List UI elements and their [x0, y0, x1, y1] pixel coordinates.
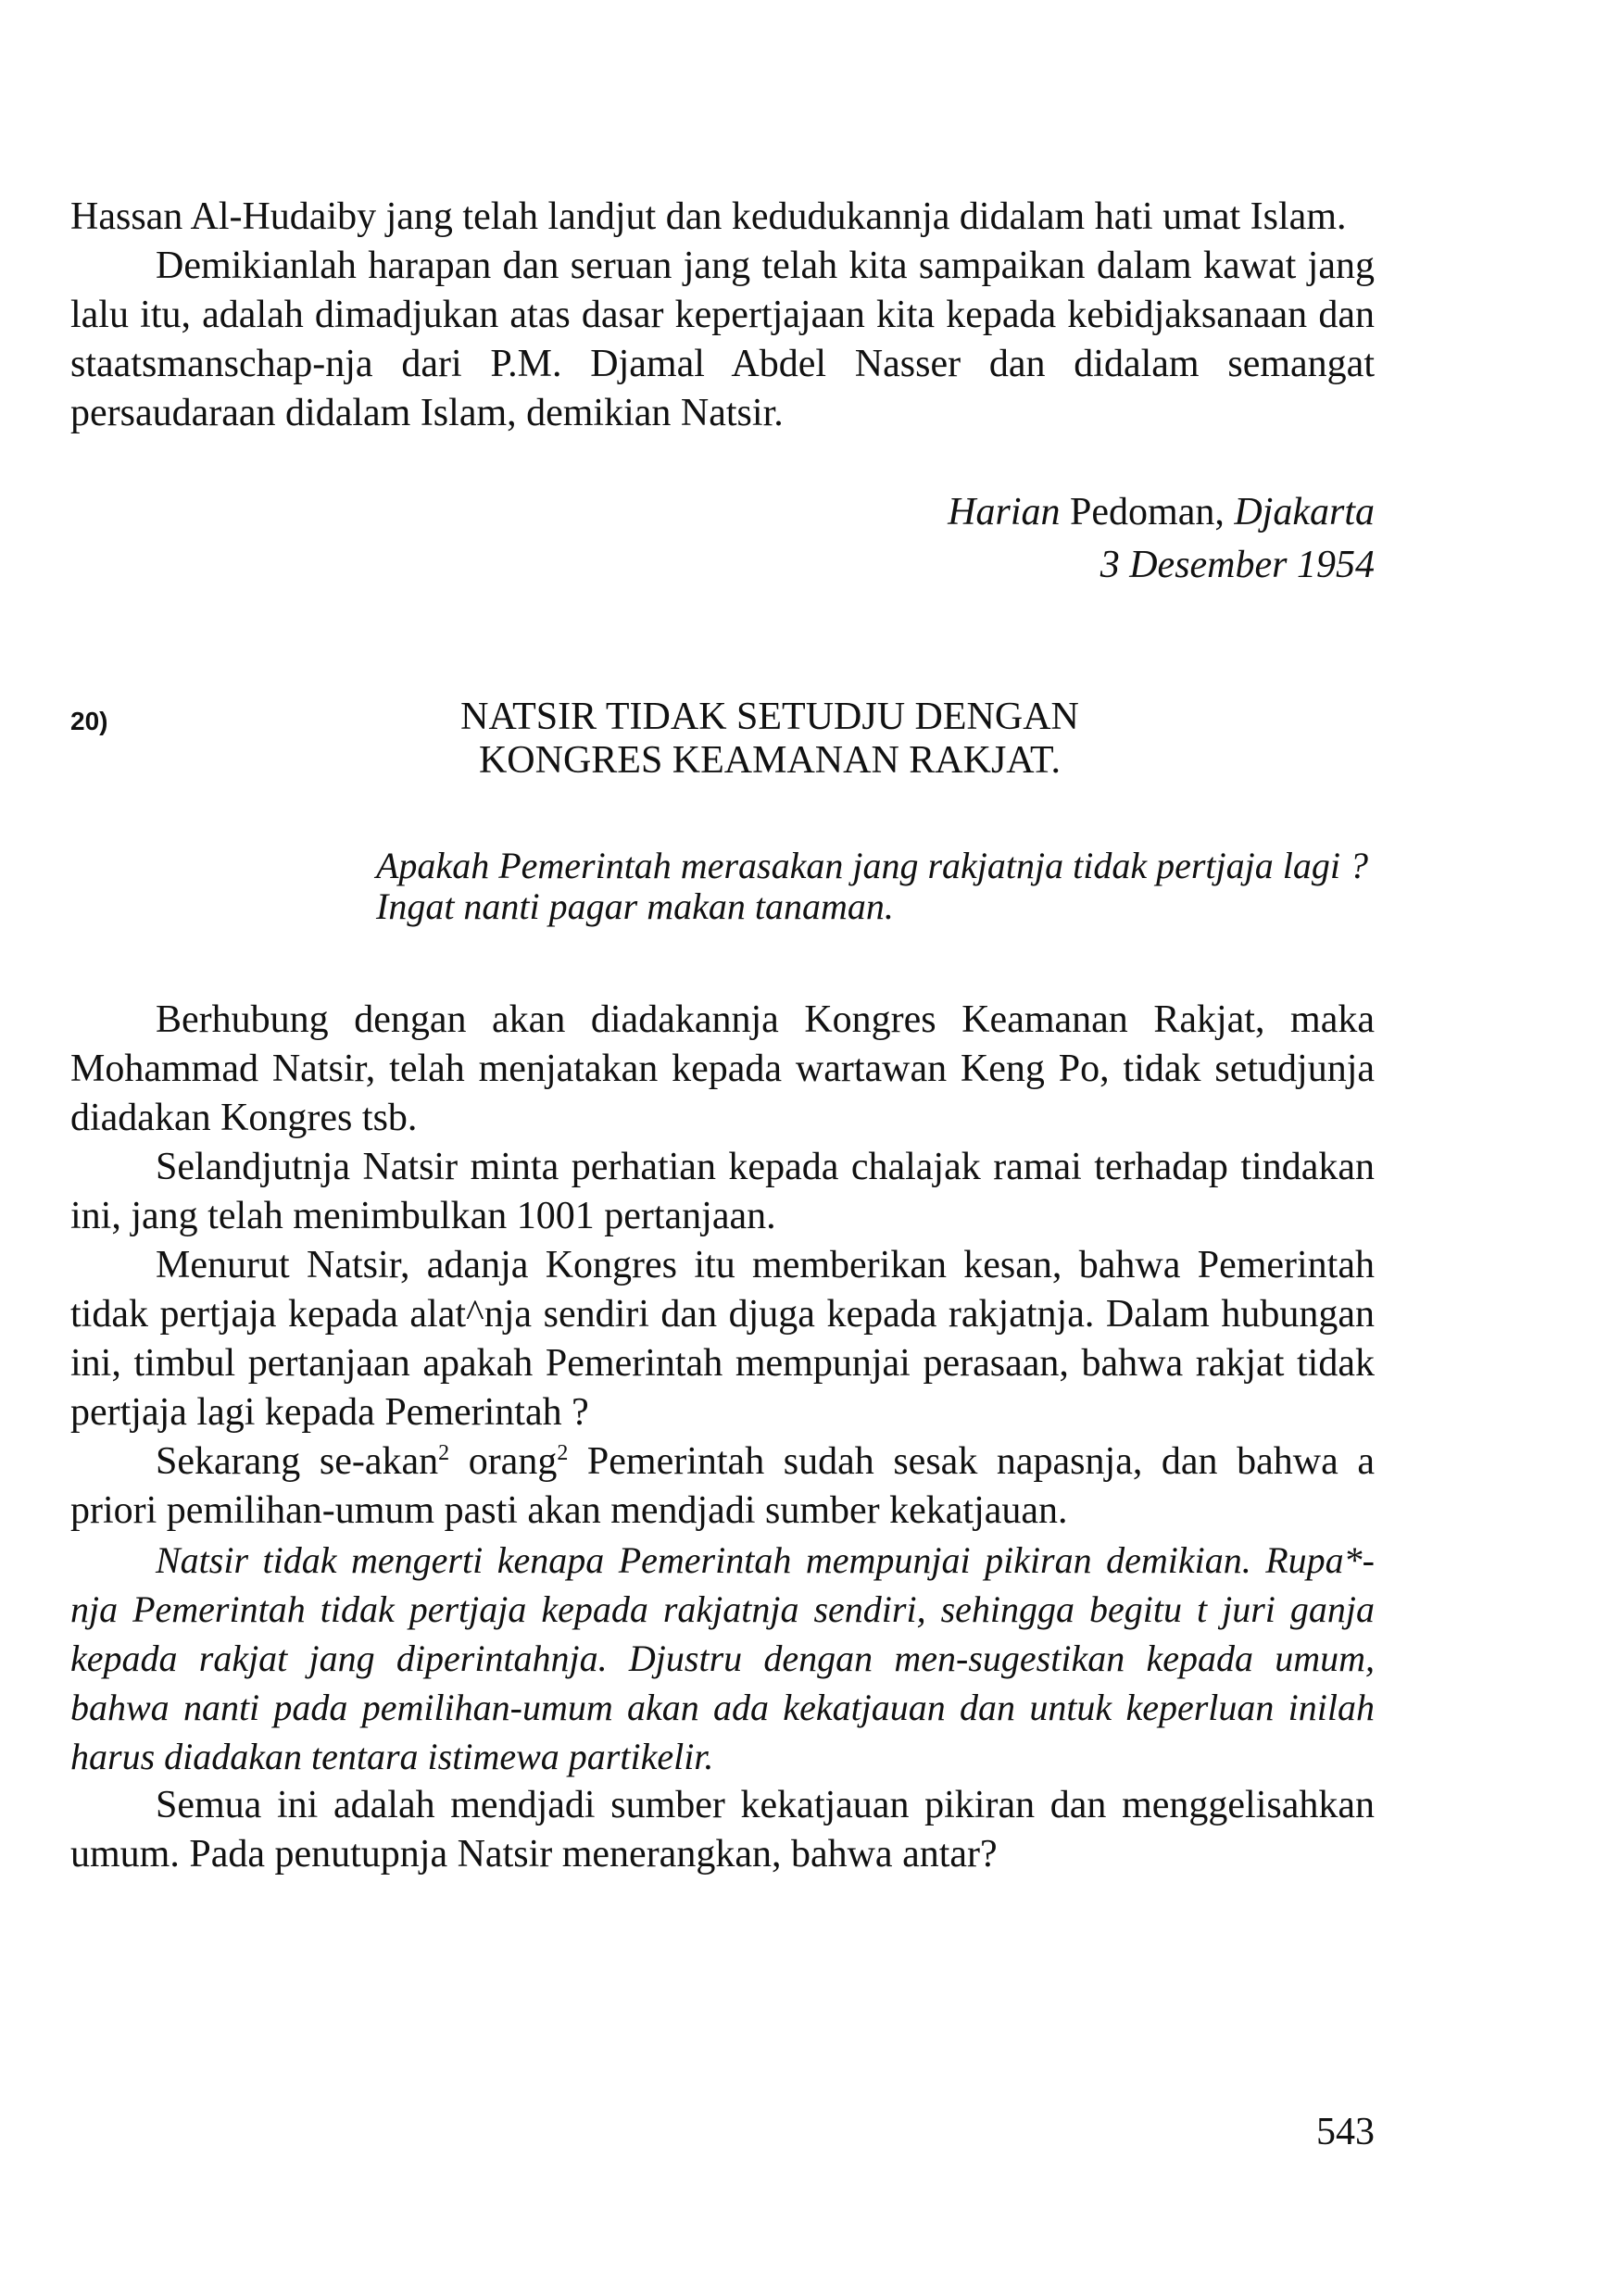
article-heading [70, 696, 1375, 807]
epigraph [376, 846, 1375, 927]
page-content [70, 193, 1375, 1879]
epigraph-line-2: Ingat nanti pagar makan tanaman. [376, 885, 894, 927]
article-number: 20) [70, 707, 108, 735]
body-paragraph-5-italic: Natsir tidak mengerti kenapa Pemerintah mempunjai pikiran demikian. Rupa*-nja Pemerintah tidak pertjaja kepada rakjatnja sendiri, sehingga begitu t juri ganja kepada rakjat jang diperintahnja. Djustru dengan men-sugestikan kepada umum, bahwa nanti pada pemilihan-umum akan ada kekatjauan dan untuk keperluan inilah harus diadakan tentara istimewa partikelir. [70, 1539, 1375, 1777]
paragraph-demikianlah: Demikianlah harapan dan seruan jang telah kita sampaikan dalam kawat jang lalu itu, adalah dimadjukan atas dasar kepertjajaan kita kepada kebidjaksanaan dan staatsmanschap-nja dari P.M. Djamal Abdel Nasser dan didalam semangat persaudaraan didalam Islam, demikian Natsir. [70, 245, 1375, 434]
body-paragraph-6: Semua ini adalah mendjadi sumber kekatjauan pikiran dan menggelisahkan umum. Pada penutupnja Natsir menerangkan, bahwa antar? [70, 1784, 1375, 1876]
body-p4-part-b: orang [449, 1440, 558, 1483]
body-p4-part-c: Pemerintah sudah sesak napasnja, dan bahwa a priori pemilihan-umum pasti akan mendjadi sumber kekatjauan. [70, 1440, 1375, 1532]
source-citation [70, 486, 1375, 592]
paragraph-continued: Hassan Al-Hudaiby jang telah landjut dan kedudukannja didalam hati umat Islam. [70, 195, 1347, 238]
body-paragraph-4 [70, 1437, 1375, 1536]
body-p4-part-a: Sekarang se-akan [156, 1440, 439, 1483]
article-title-line-1: NATSIR TIDAK SETUDJU DENGAN [460, 696, 1079, 738]
superscript-2b: 2 [557, 1441, 569, 1465]
article-title [404, 696, 1136, 783]
page-number: 543 [1316, 2111, 1375, 2153]
epigraph-line-1: Apakah Pemerintah merasakan jang rakjatnja tidak pertjaja lagi ? [376, 845, 1368, 886]
source-date: 3 Desember 1954 [1100, 544, 1375, 586]
superscript-2a: 2 [438, 1441, 450, 1465]
source-city: Djakarta [1234, 491, 1375, 533]
source-name: Pedoman, [1070, 491, 1225, 533]
body-paragraph-3: Menurut Natsir, adanja Kongres itu memberikan kesan, bahwa Pemerintah tidak pertjaja kepada alat^nja sendiri dan djuga kepada rakjatnja. Dalam hubungan ini, timbul pertanjaan apakah Pemerintah mempunjai perasaan, bahwa rakjat tidak pertjaja lagi kepada Pemerintah ? [70, 1244, 1375, 1434]
source-harian: Harian [948, 491, 1061, 533]
article-title-line-2: KONGRES KEAMANAN RAKJAT. [478, 739, 1062, 782]
body-paragraph-2: Selandjutnja Natsir minta perhatian kepada chalajak ramai terhadap tindakan ini, jang telah menimbulkan 1001 pertanjaan. [70, 1146, 1375, 1237]
body-paragraph-1: Berhubung dengan akan diadakannja Kongres Keamanan Rakjat, maka Mohammad Natsir, telah menjatakan kepada wartawan Keng Po, tidak setudjunja diadakan Kongres tsb. [70, 998, 1375, 1139]
